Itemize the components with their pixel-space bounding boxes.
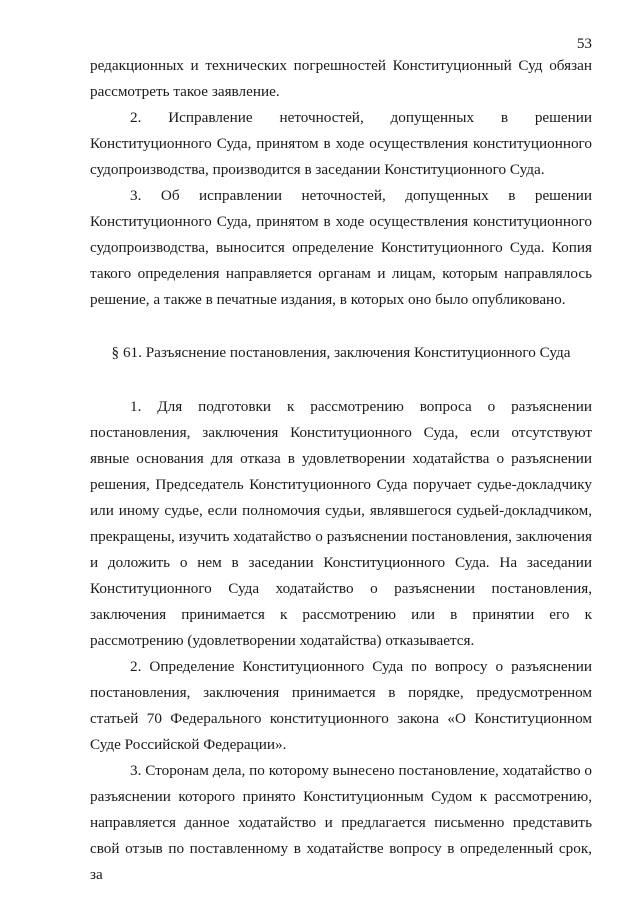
paragraph-item-2: 2. Исправление неточностей, допущенных в решении Конституционного Суда, принятом в ходе осуществления конституционного судопроизводства, производится в заседании Конституционного Суда.	[90, 109, 592, 178]
paragraph-continuation: редакционных и технических погрешностей Конституционный Суд обязан рассмотреть такое заявление.	[90, 57, 592, 100]
paragraph-item-3-after: 3. Сторонам дела, по которому вынесено постановление, ходатайство о разъяснении которого принято Конституционным Судом к рассмотрению, направляется данное ходатайство и предлагается письменно представить свой отзыв по поставленному в ходатайстве вопросу в определенный срок, за	[90, 762, 592, 883]
section-heading: § 61. Разъяснение постановления, заключения Конституционного Суда	[111, 344, 571, 361]
paragraph-item-1: 1. Для подготовки к рассмотрению вопроса о разъяснении постановления, заключения Конституционного Суда, если отсутствуют явные основания для отказа в удовлетворении ходатайства о разъяснении решения, Председатель Конституционного Суда поручает судье-докладчику или иному судье, если полномочия судьи, являвшегося судьей-докладчиком, прекращены, изучить ходатайство о разъяснении постановления, заключения и доложить о нем в заседании Конституционного Суда. На заседании Конституционного Суда ходатайство о разъяснении постановления, заключения принимается к рассмотрению или в принятии его к рассмотрению (удовлетворении ходатайства) отказывается.	[90, 398, 592, 649]
paragraph-item-2-after: 2. Определение Конституционного Суда по вопросу о разъяснении постановления, заключения принимается в порядке, предусмотренном статьей 70 Федерального конституционного закона «О Конституционном Суде Российской Федерации».	[90, 658, 592, 753]
paragraph-item-3: 3. Об исправлении неточностей, допущенных в решении Конституционного Суда, принятом в ходе осуществления конституционного судопроизводства, выносится определение Конституционного Суда. Копия такого определения направляется органам и лицам, которым направлялось решение, а также в печатные издания, в которых оно было опубликовано.	[90, 187, 592, 308]
page-number: 53	[576, 35, 592, 52]
